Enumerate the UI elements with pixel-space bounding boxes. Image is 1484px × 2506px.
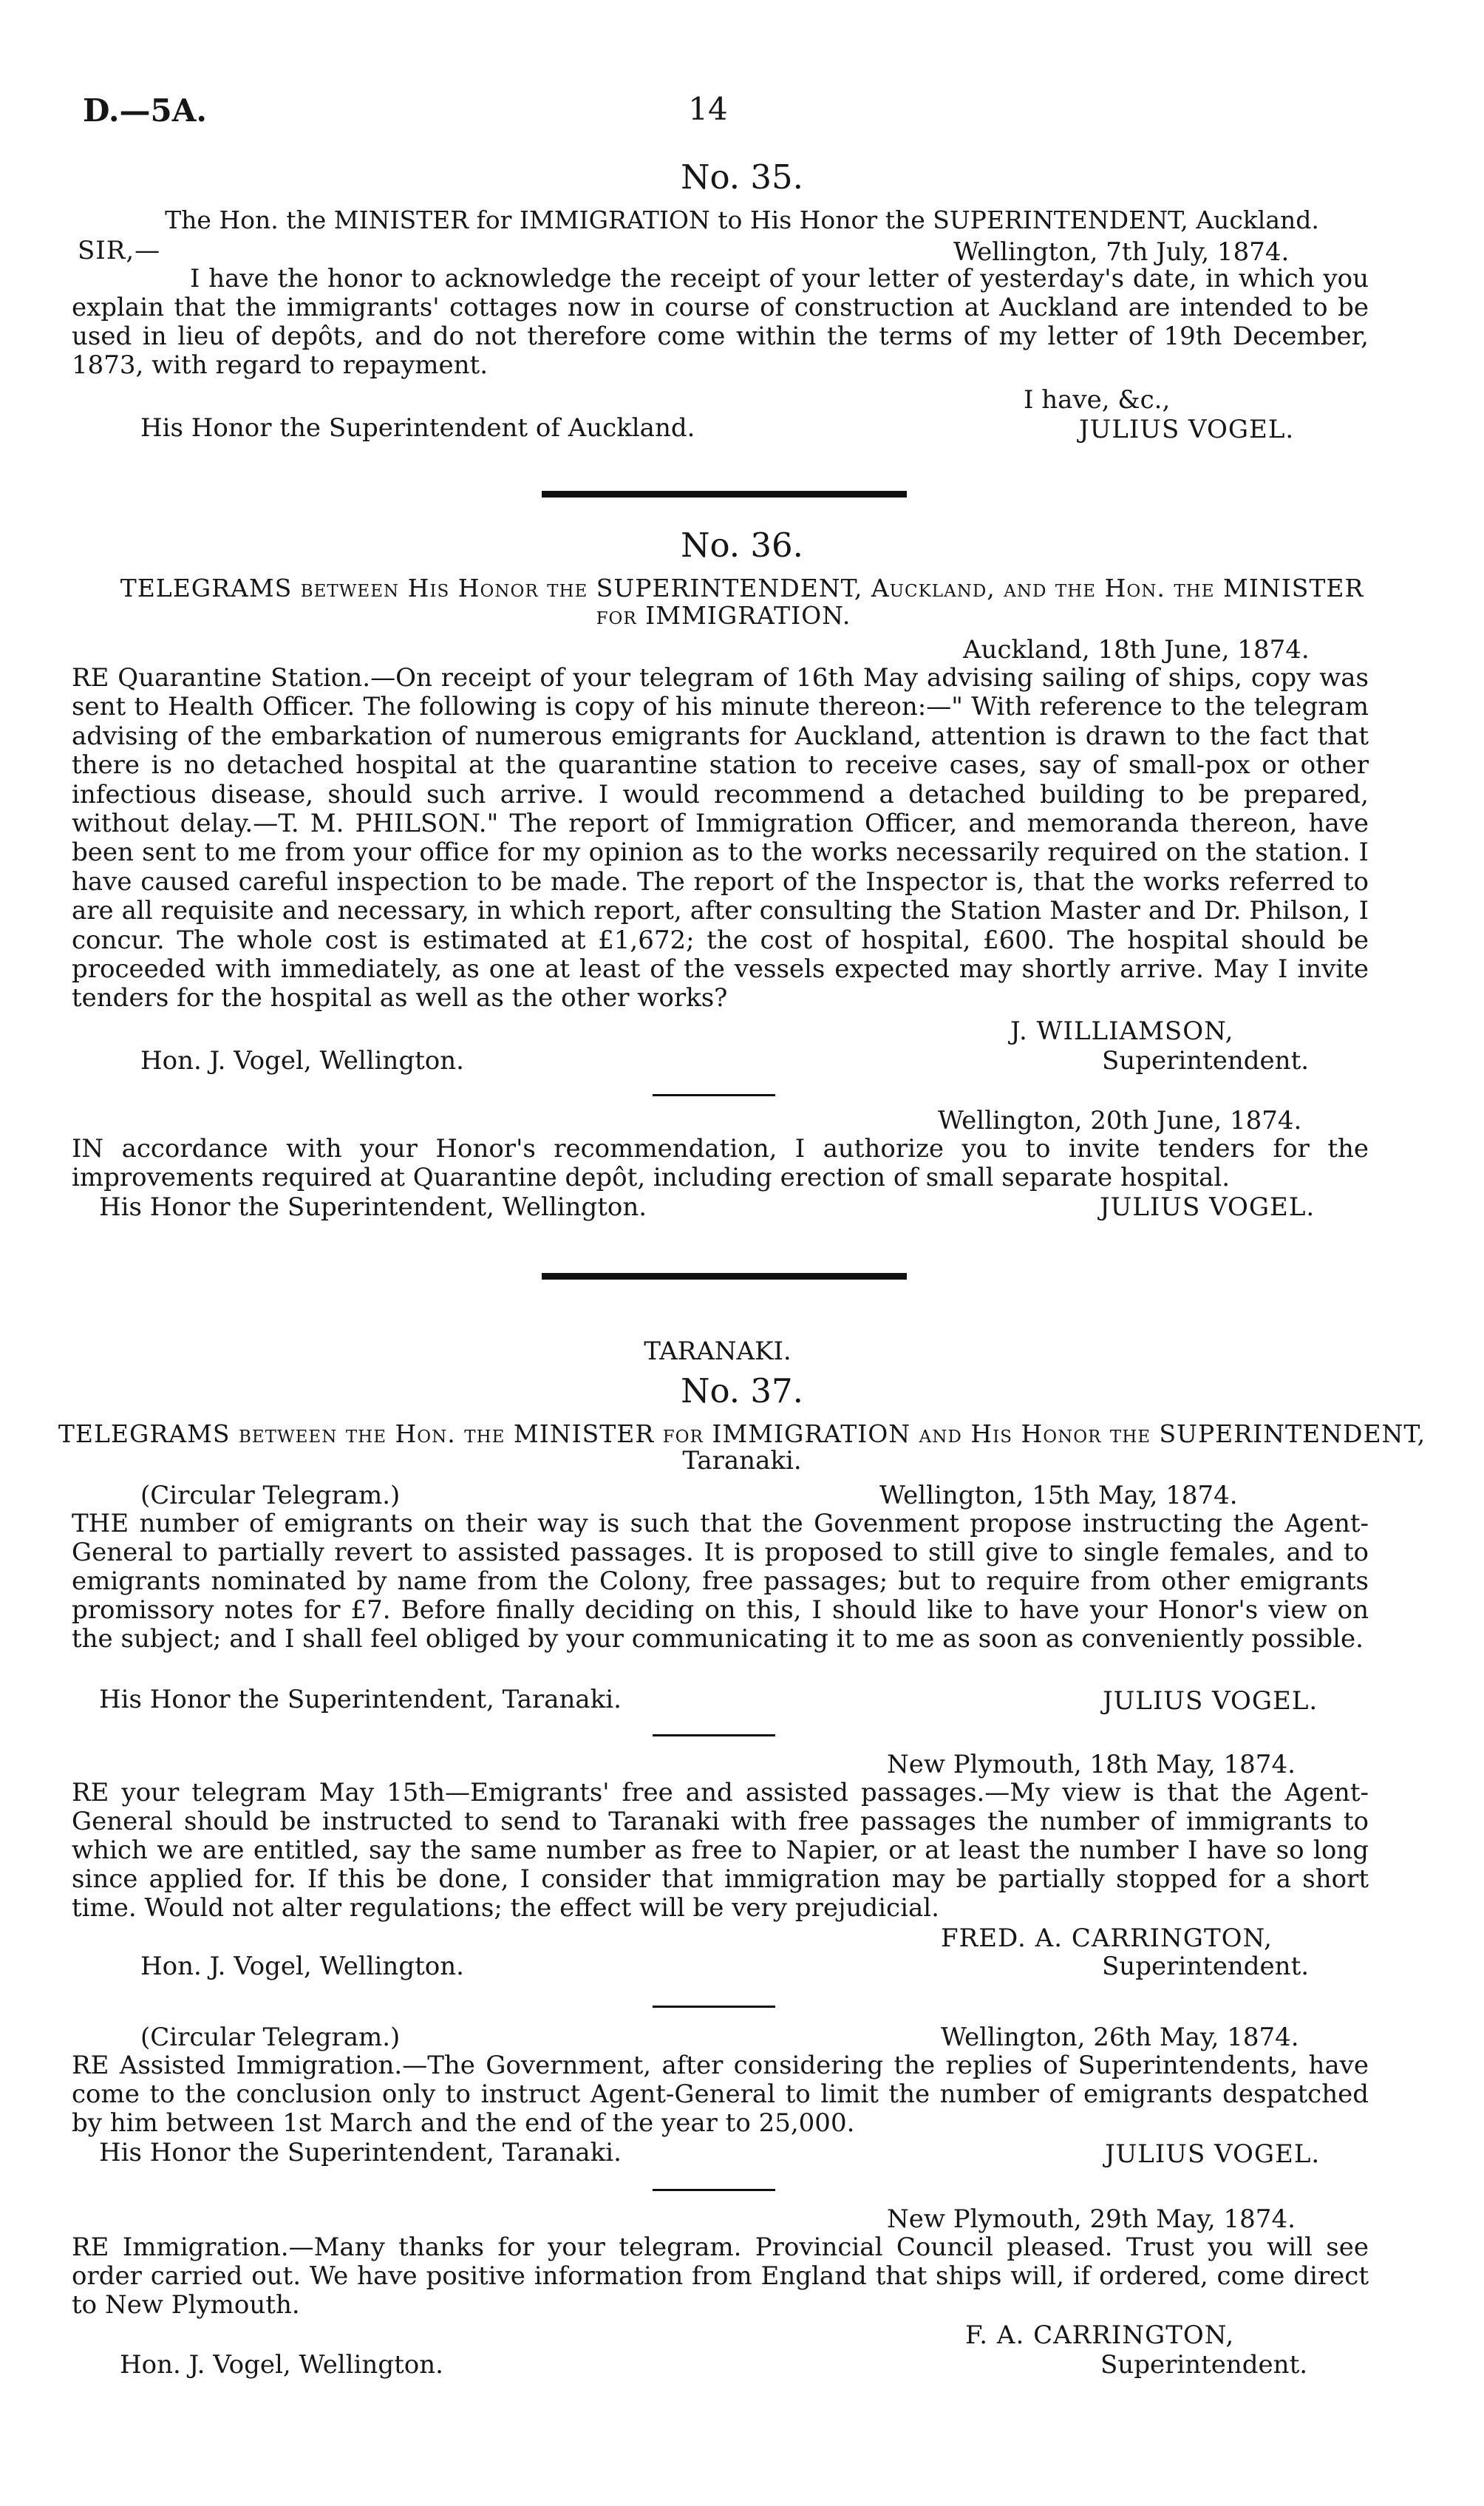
telegram-37-1-addressee: His Honor the Superintendent, Taranaki.	[99, 1685, 622, 1714]
telegram-37-4-body: RE Immigration.—Many thanks for your telegram. Provincial Council pleased. Trust you will see order carried out. We have positive information from England that ships will, if ordered, come direct to New Plymouth.	[72, 2232, 1369, 2320]
telegram-37-3-body: RE Assisted Immigration.—The Government, after considering the replies of Superintendents, have come to the conclusion only to instruct Agent-General to limit the number of emigrants despatched by him between 1st March and the end of the year to 25,000.	[72, 2051, 1369, 2138]
telegram-37-4-signature: F. A. CARRINGTON,	[965, 2320, 1235, 2350]
telegram-37-2-title: Superintendent.	[1102, 1952, 1310, 1981]
telegram-36-1-dateline: Auckland, 18th June, 1874.	[963, 635, 1310, 665]
telegram-37-1-note: (Circular Telegram.)	[140, 1481, 401, 1510]
region-heading: TARANAKI.	[644, 1337, 792, 1366]
telegram-divider	[653, 2189, 775, 2191]
telegram-36-2-addressee: His Honor the Superintendent, Wellington.	[99, 1192, 647, 1222]
telegram-divider	[653, 1734, 775, 1736]
section-number-35: No. 35.	[681, 157, 803, 197]
telegram-36-1-signature: J. WILLIAMSON,	[1010, 1016, 1234, 1046]
telegram-divider	[653, 1094, 775, 1096]
letter-35-salutation: SIR,—	[78, 236, 161, 265]
section-number-36: No. 36.	[681, 526, 803, 565]
section-37-heading-line2: Taranaki.	[682, 1446, 802, 1476]
telegram-36-2-dateline: Wellington, 20th June, 1874.	[938, 1106, 1302, 1135]
telegram-37-1-signature: JULIUS VOGEL.	[1103, 1686, 1318, 1716]
telegram-37-1-body: THE number of emigrants on their way is such that the Govenment propose instructing the Agent-General to partially revert to assisted passages. It is proposed to still give to single females, and to emigrants nominated by name from the Colony, free passages; but to require from other emigrants promissory notes for £7. Before finally deciding on this, I should like to have your Honor's view on the subject; and I shall feel obliged by your communicating it to me as soon as conveniently possible.	[72, 1509, 1369, 1654]
section-divider	[542, 1273, 907, 1280]
section-divider	[542, 491, 907, 498]
telegram-divider	[653, 2006, 775, 2008]
document-reference: D.—5A.	[83, 92, 207, 129]
letter-35-signature: JULIUS VOGEL.	[1079, 415, 1295, 444]
section-number-37: No. 37.	[681, 1371, 803, 1410]
telegram-36-2-body: IN accordance with your Honor's recommendation, I authorize you to invite tenders for the improvements required at Quarantine depôt, including erection of small separate hospital.	[72, 1134, 1369, 1192]
page-number: 14	[688, 91, 728, 127]
letter-35-body: I have the honor to acknowledge the receipt of your letter of yesterday's date, in which you explain that the immigrants' cottages now in course of construction at Auckland are intended to be used in lieu of depôts, and do not therefore come within the terms of my letter of 19th December, 1873, with regard to repayment.	[72, 264, 1369, 380]
telegram-36-1-addressee: Hon. J. Vogel, Wellington.	[140, 1046, 464, 1076]
telegram-37-4-addressee: Hon. J. Vogel, Wellington.	[120, 2350, 443, 2380]
telegram-37-4-dateline: New Plymouth, 29th May, 1874.	[887, 2204, 1296, 2234]
telegram-37-3-note: (Circular Telegram.)	[140, 2023, 401, 2052]
telegram-37-3-addressee: His Honor the Superintendent, Taranaki.	[99, 2138, 622, 2167]
section-36-heading-line1: TELEGRAMS between His Honor the SUPERINTENDENT, Auckland, and the Hon. the MINISTER	[120, 574, 1364, 602]
telegram-37-3-signature: JULIUS VOGEL.	[1105, 2139, 1321, 2169]
telegram-37-3-dateline: Wellington, 26th May, 1874.	[941, 2023, 1299, 2052]
letter-35-heading: The Hon. the MINISTER for IMMIGRATION to His Honor the SUPERINTENDENT, Auckland.	[165, 206, 1319, 234]
section-36-heading-line2: for IMMIGRATION.	[596, 601, 851, 630]
section-37-heading-line1: TELEGRAMS between the Hon. the MINISTER for IMMIGRATION and His Honor the SUPERINTENDENT,	[58, 1419, 1426, 1448]
telegram-37-2-body: RE your telegram May 15th—Emigrants' free and assisted passages.—My view is that the Agent-General should be instructed to send to Taranaki with free passages the number of immigrants to which we are entitled, say the same number as free to Napier, or at least the number I have so long since applied for. If this be done, I consider that immigration may be partially stopped for a short time. Would not alter regulations; the effect will be very prejudicial.	[72, 1778, 1369, 1923]
letter-35-dateline: Wellington, 7th July, 1874.	[953, 237, 1290, 267]
letter-35-closing: I have, &c.,	[1024, 385, 1171, 415]
letter-35-addressee: His Honor the Superintendent of Auckland.	[140, 413, 695, 443]
telegram-37-2-signature: FRED. A. CARRINGTON,	[941, 1923, 1273, 1953]
telegram-36-2-signature: JULIUS VOGEL.	[1100, 1192, 1315, 1222]
telegram-37-1-dateline: Wellington, 15th May, 1874.	[879, 1481, 1238, 1510]
telegram-37-2-dateline: New Plymouth, 18th May, 1874.	[887, 1750, 1296, 1779]
telegram-37-2-addressee: Hon. J. Vogel, Wellington.	[140, 1952, 464, 1981]
telegram-36-1-title: Superintendent.	[1102, 1046, 1310, 1076]
telegram-36-1-body: RE Quarantine Station.—On receipt of your telegram of 16th May advising sailing of ships, copy was sent to Health Officer. The following is copy of his minute thereon:—" With reference to the telegram advising of the embarkation of numerous emigrants for Auckland, attention is drawn to the fact that there is no detached hospital at the quarantine station to receive cases, say of small-pox or other infectious disease, should such arrive. I would recommend a detached building to be prepared, without delay.—T. M. PHILSON." The report of Immigration Officer, and memoranda thereon, have been sent to me from your office for my opinion as to the works necessarily required on the station. I have caused careful inspection to be made. The report of the Inspector is, that the works referred to are all requisite and necessary, in which report, after consulting the Station Master and Dr. Philson, I concur. The whole cost is estimated at £1,672; the cost of hospital, £600. The hospital should be proceeded with immediately, as one at least of the vessels expected may shortly arrive. May I invite tenders for the hospital as well as the other works?	[72, 663, 1369, 1013]
telegram-37-4-title: Superintendent.	[1100, 2350, 1308, 2380]
